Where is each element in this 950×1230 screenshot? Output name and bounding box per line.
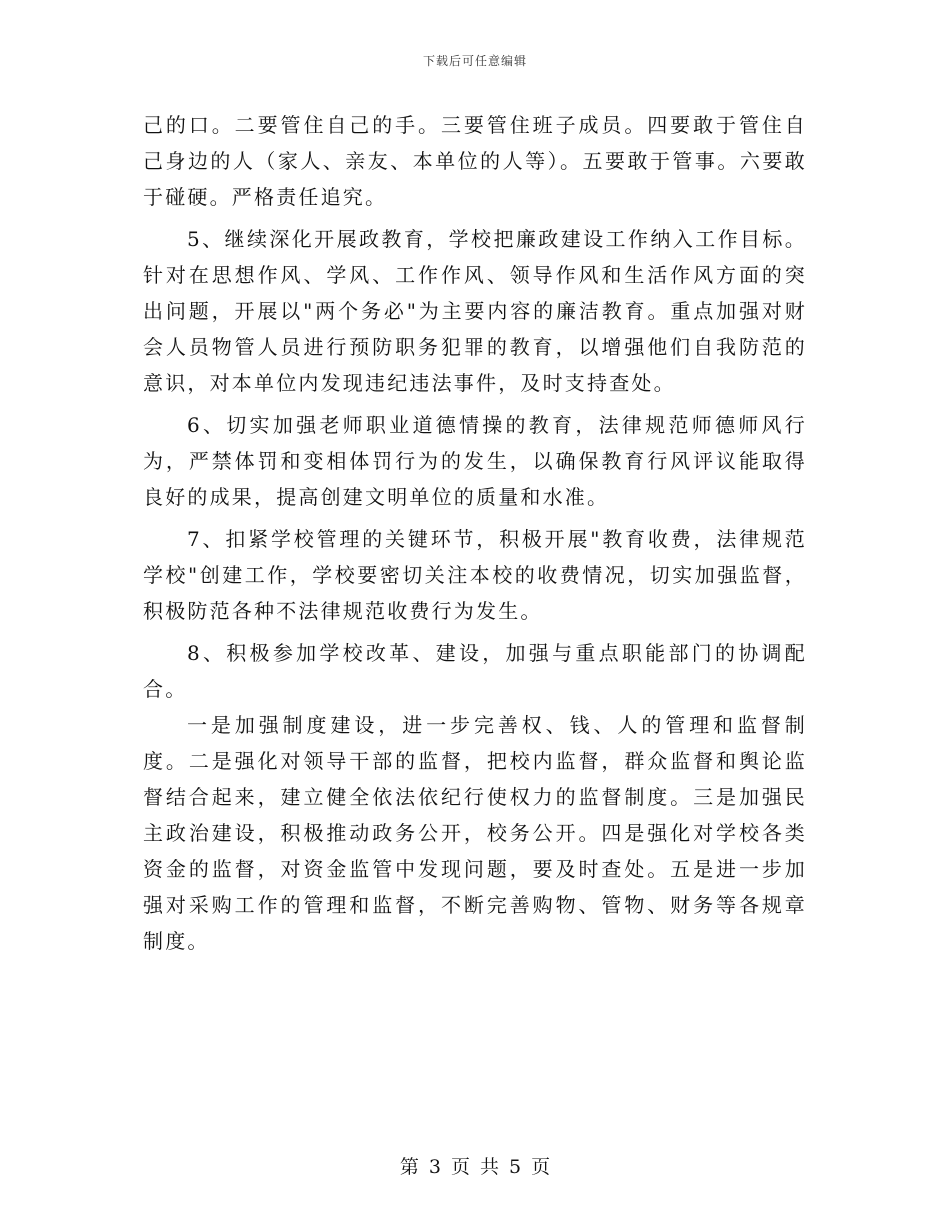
page-number: 第 3 页 共 5 页 <box>399 1156 551 1178</box>
paragraph-item-6: 6、切实加强老师职业道德情操的教育，法律规范师德师风行为，严禁体罚和变相体罚行为的发生，以确保教育行风评议能取得良好的成果，提高创建文明单位的质量和水准。 <box>143 413 807 509</box>
document-body <box>143 107 807 965</box>
paragraph-item-7: 7、扣紧学校管理的关键环节，积极开展"教育收费，法律规范学校"创建工作，学校要密切关注本校的收费情况，切实加强监督，积极防范各种不法律规范收费行为发生。 <box>143 527 807 623</box>
paragraph-item-8-details: 一是加强制度建设，进一步完善权、钱、人的管理和监督制度。二是强化对领导干部的监督，把校内监督，群众监督和舆论监督结合起来，建立健全依法依纪行使权力的监督制度。三是加强民主政治建设，积极推动政务公开，校务公开。四是强化对学校各类资金的监督，对资金监管中发现问题，要及时查处。五是进一步加强对采购工作的管理和监督，不断完善购物、管物、财务等各规章制度。 <box>143 713 807 953</box>
paragraph-continuation: 己的口。二要管住自己的手。三要管住班子成员。四要敢于管住自己身边的人（家人、亲友、本单位的人等）。五要敢于管事。六要敢于碰硬。严格责任追究。 <box>143 113 807 209</box>
page-header: 下载后可任意编辑 <box>422 54 527 68</box>
paragraph-item-8: 8、积极参加学校改革、建设，加强与重点职能部门的协调配合。 <box>143 641 807 701</box>
paragraph-item-5: 5、继续深化开展政教育，学校把廉政建设工作纳入工作目标。针对在思想作风、学风、工作作风、领导作风和生活作风方面的突出问题，开展以"两个务必"为主要内容的廉洁教育。重点加强对财会人员物管人员进行预防职务犯罪的教育，以增强他们自我防范的意识，对本单位内发现违纪违法事件，及时支持查处。 <box>143 227 807 395</box>
